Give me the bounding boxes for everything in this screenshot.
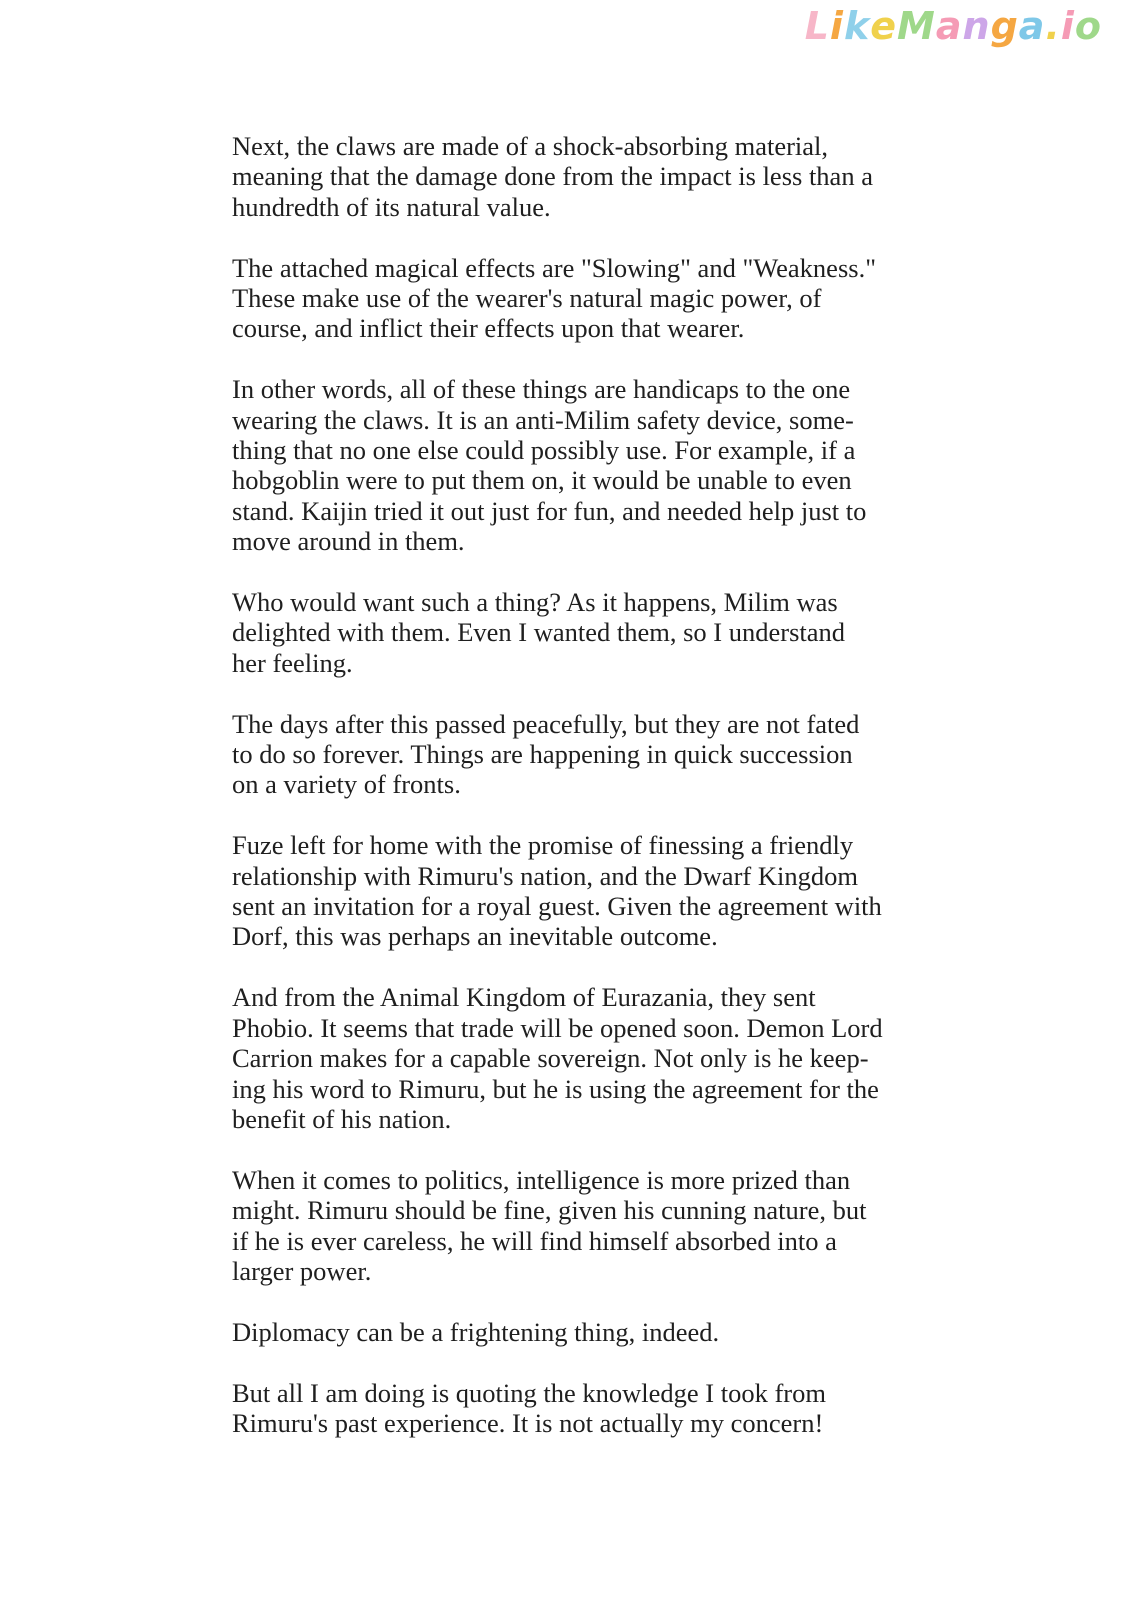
watermark-letter: L [804,4,830,48]
watermark-letter: n [962,4,991,48]
paragraph: The attached magical effects are "Slowing" and "Weakness." These make use of the wearer's natural magic power, of course, and inflict their effects upon that wearer. [232,252,877,344]
watermark-letter: e [870,4,898,48]
watermark-letter: i [1060,4,1075,48]
watermark-letter: i [829,4,844,48]
watermark-letter: a [935,4,963,48]
paragraph: Diplomacy can be a frightening thing, indeed. [232,1316,720,1347]
watermark-letter: g [990,4,1019,48]
paragraph: Next, the claws are made of a shock-absorbing material, meaning that the damage done from the impact is less than a hundredth of its natural value. [232,131,873,222]
paragraph: And from the Animal Kingdom of Eurazania, they sent Phobio. It seems that trade will be opened soon. Demon Lord Carrion makes for a capable sovereign. Not only is he keep- ing his word to Rimuru, but he is using the agreement for the benefit of his nation. [232,982,883,1134]
site-watermark-logo [805,4,1102,48]
page-text-body [232,131,904,1469]
paragraph: But all I am doing is quoting the knowledge I took from Rimuru's past experience. It is not actually my concern! [232,1377,826,1438]
watermark-letter: M [897,4,936,48]
watermark-letter: o [1074,4,1102,48]
paragraph: When it comes to politics, intelligence is more prized than might. Rimuru should be fine, given his cunning nature, but if he is ever careless, he will find himself absorbed into a larger power. [232,1164,867,1286]
paragraph: In other words, all of these things are handicaps to the one wearing the claws. It is an anti-Milim safety device, some- thing that no one else could possibly use. For example, if a hobgoblin were to put them on, it would be unable to even stand. Kaijin tried it out just for fun, and needed help just to move around in them. [232,374,867,557]
paragraph: Who would want such a thing? As it happens, Milim was delighted with them. Even I wanted them, so I understand her feeling. [232,587,846,678]
watermark-letter: a [1018,4,1046,48]
paragraph: Fuze left for home with the promise of finessing a friendly relationship with Rimuru's nation, and the Dwarf Kingdom sent an invitation for a royal guest. Given the agreement with Dorf, this was perhaps an inevitable outcome. [232,830,882,952]
watermark-letter: k [843,4,871,48]
paragraph: The days after this passed peacefully, but they are not fated to do so forever. Things are happening in quick succession on a variety of fronts. [232,708,860,800]
watermark-letter: . [1045,4,1061,48]
